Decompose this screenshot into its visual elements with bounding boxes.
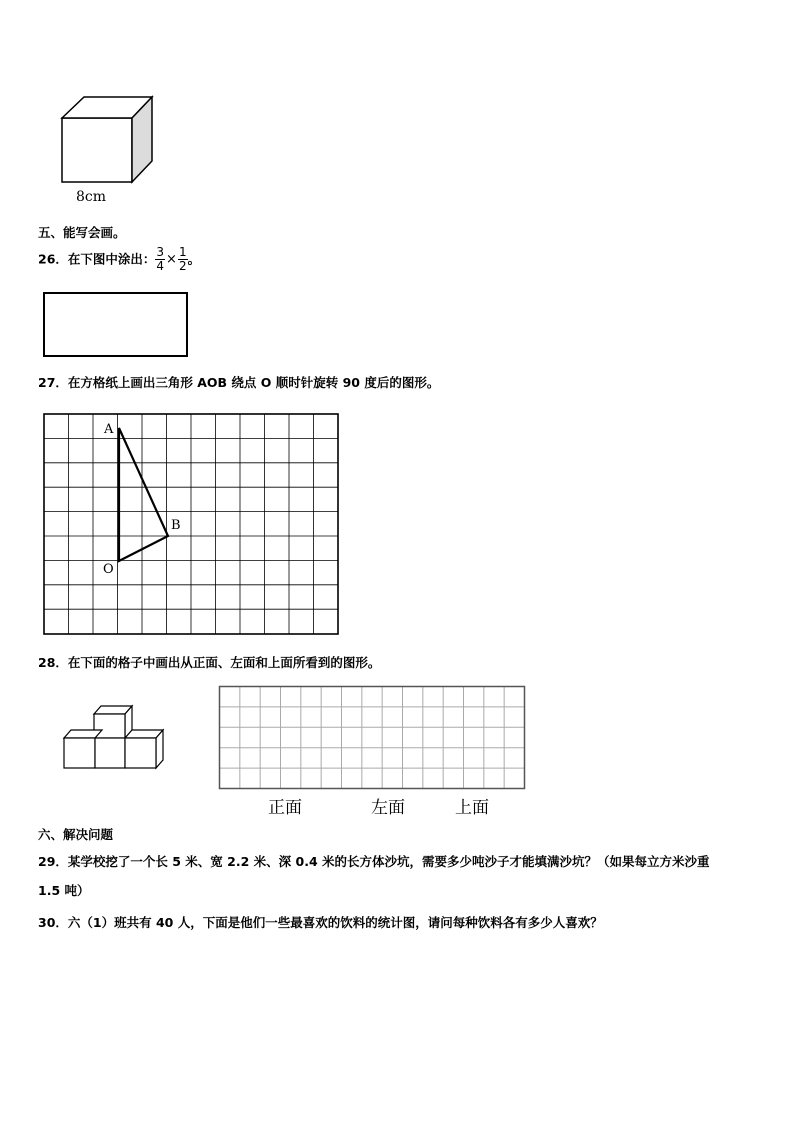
point-o-label: O: [103, 562, 114, 577]
fraction-three-quarters: [155, 246, 165, 273]
point-b-label: B: [171, 518, 181, 533]
rotation-grid[interactable]: [40, 409, 345, 639]
views-grid[interactable]: [218, 685, 528, 791]
fraction-one-half: [178, 246, 188, 273]
fraction-1-numerator: 3: [156, 245, 165, 259]
views-grid-border: [220, 687, 525, 789]
question-29-line-1: 29．某学校挖了一个长 5 米、宽 2.2 米、深 0.4 米的长方体沙坑，需要多少吨沙子才能填满沙坑？（如果每立方米沙重: [38, 854, 710, 869]
view-label-front: 正面: [268, 798, 302, 818]
stack-left-cube-top: [64, 730, 102, 738]
fraction-2-numerator: 1: [178, 245, 187, 259]
stack-cube-front-3: [125, 738, 156, 768]
stack-cube-front-1: [64, 738, 95, 768]
question-30: 30．六（1）班共有 40 人，下面是他们一些最喜欢的饮料的统计图，请问每种饮料各有多少人喜欢？: [38, 915, 603, 930]
question-26-prefix: 26．在下图中涂出：: [38, 251, 156, 267]
point-a-label: A: [104, 422, 114, 437]
question-27: 27．在方格纸上画出三角形 AOB 绕点 O 顺时针旋转 90 度后的图形。: [38, 375, 440, 390]
views-grid-lines: [220, 687, 525, 789]
fraction-1-denominator: 4: [156, 259, 165, 273]
question-26: [38, 246, 200, 273]
cube-dimension-label: 8cm: [76, 189, 107, 205]
stack-cube-front-2: [95, 738, 125, 768]
shading-rectangle[interactable]: [43, 292, 188, 357]
cube-front-face: [62, 118, 132, 182]
question-28: 28．在下面的格子中画出从正面、左面和上面所看到的图形。: [38, 655, 381, 670]
section-five-title: 五、能写会画。: [38, 225, 126, 240]
grid-lines: [44, 414, 338, 634]
cube-figure: [55, 92, 160, 184]
question-26-suffix: 。: [187, 251, 201, 267]
cube-stack-figure: [60, 700, 170, 772]
section-six-title: 六、解决问题: [38, 827, 114, 842]
view-label-top: 上面: [455, 798, 489, 818]
triangle-aob: [119, 428, 168, 561]
question-29-line-2: 1.5 吨）: [38, 883, 90, 898]
view-label-left: 左面: [371, 798, 405, 818]
fraction-2-denominator: 2: [178, 259, 187, 273]
times-sign: ×: [166, 251, 177, 267]
